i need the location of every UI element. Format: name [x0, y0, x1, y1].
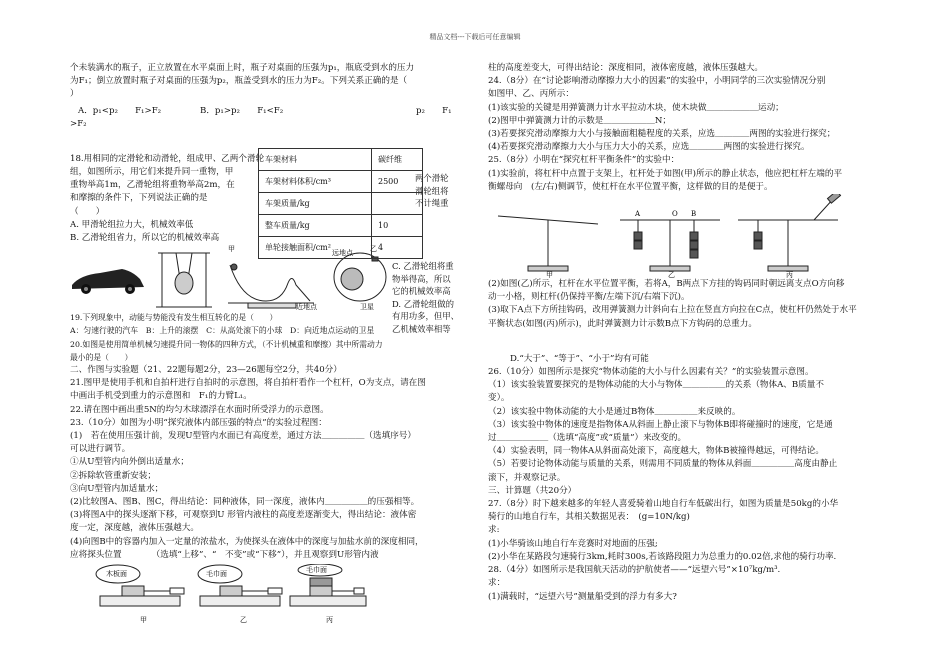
- q18-side-1: 两个滑轮: [415, 173, 449, 183]
- ball-track-icon: [228, 264, 314, 308]
- q23-option-3: ③向U型管内加适量水；: [70, 483, 164, 494]
- q17-line-1: 个未装满水的瓶子，正立放置在水平桌面上时，瓶子对桌面的压强为p₁，瓶底受到水的压力: [70, 63, 415, 73]
- lever-label-o: O: [672, 210, 678, 219]
- q17-option-d: >F₂: [70, 118, 87, 129]
- q20-line-2: 最小的是（ ）: [70, 352, 133, 362]
- table-cell-value: [372, 193, 423, 215]
- q19-line-1: 19.下列现象中，动能与势能没有发生相互转化的是（ ）: [70, 313, 278, 323]
- q23-part-4: (4)向图B中的容器内加入一定量的浓盐水，为使探头在液体中的深度与加盐水前的深度相同，: [70, 536, 424, 547]
- r-line-1: 柱的高度差变大，可得出结论：深度相同，液体密度越，液体压强越大。: [488, 63, 764, 73]
- table-row: [259, 215, 423, 237]
- table-cell-key: 车架质量/kg: [259, 193, 372, 215]
- r3-line-2: 26.（10分）如图所示是探究“物体动能的大小与什么因素有关？”的实验装置示意图。: [488, 367, 814, 378]
- table-cell-value: 10: [372, 215, 423, 237]
- q17-line-2: 为F₁；倒立放置时瓶子对桌面的压强为p₂，瓶盖受到水的压力为F₂。下列关系正确的是（: [70, 76, 408, 87]
- r-line-9: (1)实验前，将杠杆中点置于支架上，杠杆处于如图(甲)所示的静止状态，他应把杠杆左端的平: [488, 168, 843, 179]
- r-line-6: (3)若要探究滑动摩擦力大小与接触面粗糙程度的关系，应选＿＿＿＿两图的实验进行探究；: [488, 129, 836, 140]
- q17-option-a: A．p₁<p₂ F₁>F₂: [78, 105, 162, 116]
- q17-options-row: [70, 105, 475, 118]
- q27-line-2: 骑行的山地自行车，其相关数据见表： (g=10N/kg): [488, 512, 690, 523]
- q18-right-1: C. 乙滑轮组将重: [392, 261, 454, 271]
- yo-yo-wheel-icon: [156, 253, 212, 307]
- q18-right-5: 有用功多，但甲、: [392, 311, 459, 322]
- q18-side-3: 不计绳重: [415, 198, 449, 209]
- label-jia: 甲: [140, 616, 147, 625]
- lever-label-bing: 丙: [786, 271, 793, 279]
- r-line-3: 如图甲、乙、丙所示：: [488, 89, 574, 100]
- q18-line-3: 重物举高1m，乙滑轮组将重物举高2m，在: [70, 180, 235, 191]
- r3-line-4: 变）。: [488, 393, 510, 404]
- table-cell-key: 整车质量/kg: [259, 215, 372, 237]
- q17-option-c: p₂ F₁: [416, 105, 452, 116]
- q28-line-3: (1)满载时，“远望六号”测量船受到的浮力有多大?: [488, 591, 677, 602]
- r2-line-3: (3)取下A点下方所挂钩码，改用弹簧测力计斜向右上拉在竖直方向拉在C点，使杠杆仍然处于水平: [488, 305, 857, 316]
- q27-line-5: (2)小华在某路段匀速骑行3km,耗时300s,若该路段阻力为总重力的0.02倍,求他的骑行功率.: [488, 551, 837, 562]
- table-cell-value: 2500: [372, 171, 423, 193]
- table-row: [259, 193, 423, 215]
- r3-line-3: （1）该实验装置要探究的是物体动能的大小与物体＿＿＿＿＿的关系（物体A、B质量不: [488, 380, 824, 391]
- r-line-10: 衡螺母向 (左/右)侧调节，使杠杆在水平位置平衡，这样做的目的是便于。: [488, 181, 773, 192]
- r-line-8: 25.（8分）小明在“探究杠杆平衡条件”的实验中：: [488, 155, 680, 166]
- table-cell-value: 碳纤维: [372, 149, 423, 171]
- q18-right-options: [392, 260, 459, 336]
- table-cell-value: 4: [372, 237, 423, 259]
- r2-line-2: 动一小格，则杠杆(仍保持平衡/左端下沉/右端下沉)。: [488, 292, 690, 303]
- table-cell-key: 车架材料: [259, 149, 372, 171]
- q18-line-1: 18.用相同的定滑轮和动滑轮，组成甲、乙两个滑轮: [70, 153, 265, 164]
- label-yi: 乙: [240, 616, 247, 625]
- q21-line-1: 21.图甲是使用手机和自拍杆进行自拍时的示意图，将自拍杆看作一个杠杆，O为支点，请在图: [70, 378, 426, 389]
- q21-line-2: 中画出手机受到重力的示意图和 F₁的力臂L₁。: [70, 391, 252, 402]
- table-row: [259, 237, 423, 259]
- lever-figures: [488, 194, 883, 278]
- r-line-4: (1)该实验的关键是用弹簧测力计水平拉动木块，使木块做＿＿＿＿＿＿运动；: [488, 102, 784, 113]
- q22-line: 22.请在图中画出重5N的均匀木球漂浮在水面时所受浮力的示意图。: [70, 404, 329, 415]
- left-column: [70, 62, 475, 624]
- label-bing: 丙: [326, 616, 333, 625]
- table-cell-key: 车架材料体积/cm³: [259, 171, 372, 193]
- section-2-heading: 二、作图与实验题（21、22题每题2分，23—26题每空2分，共40分）: [70, 365, 342, 376]
- r2-line-4: 平衡状态(如图(丙)所示)，此时弹簧测力计示数B点下方钩码的总重力。: [488, 318, 757, 329]
- q23-title: 23.（10分）如图为小明“探究液体内部压强的特点”的实验过程图：: [70, 417, 327, 428]
- q23-part-4b: 应将探头位置 （选填“上移”、“ 不变”或“下移”），并且观察到U形管内液: [70, 549, 379, 560]
- fig-label-near: 近地点: [296, 303, 317, 312]
- q23-part-2: (2)比较图A、图B、图C，得出结论：同种液体，同一深度，液体内＿＿＿＿＿的压强相等。: [70, 497, 420, 508]
- q17-line-3: ）: [70, 89, 79, 100]
- q27-line-4: (1)小华骑该山地自行车竞赛时对地面的压强;: [488, 538, 658, 549]
- r3-line-9: （5）若要讨论物体动能与质量的关系，则需用不同质量的物体从斜面＿＿＿＿＿高度由静止: [488, 459, 838, 470]
- q28-line-2: 求：: [488, 578, 506, 589]
- r3-line-10: 滚下，并观察记录。: [488, 472, 566, 483]
- q20-line-1: 20.如图是使用简单机械匀速提升同一物体的四种方式，（不计机械重和摩擦）其中所需动力: [70, 339, 383, 349]
- r3-line-7: 过＿＿＿＿＿＿（选填“高度”或“质量”）来改变的。: [488, 433, 687, 444]
- right-column: [488, 62, 883, 604]
- r-line-5: (2)图甲中弹簧测力计的示数是＿＿＿＿＿＿N；: [488, 115, 671, 126]
- label-towel-surface-1: 毛巾面: [206, 570, 227, 579]
- fig-label-sat: 卫星: [360, 303, 374, 312]
- q18-side-2: 滑轮组将: [415, 185, 449, 196]
- fig-label-jia: 甲: [228, 245, 235, 254]
- q23-part-3b: 度一定，深度越，液体压强越大。: [70, 523, 199, 534]
- satellite-orbit-icon: [334, 253, 386, 301]
- q23-option-1: ①从U型管内向外倒出适量水；: [70, 457, 189, 468]
- friction-experiment-figures: [70, 564, 370, 624]
- r3-line-5: （2）该实验中物体动能的大小是通过B物体＿＿＿＿＿来反映的。: [488, 406, 741, 417]
- watermark-header: 精品文档---下载后可任意编辑: [429, 33, 521, 41]
- q23-option-2: ②拆除软管重新安装；: [70, 470, 156, 481]
- q23-part-1: (1) 若在使用压强计前，发现U型管内水面已有高度差，通过方法＿＿＿＿＿（选填序号）: [70, 431, 416, 442]
- r2-line-1: (2)如图(乙)所示，杠杆在水平位置平衡，若将A，B两点下方挂的钩码同时朝远离支点O方向移: [488, 279, 845, 290]
- bike-data-table: [258, 148, 423, 259]
- fig-label-yi: 乙: [370, 245, 377, 254]
- q18-line-2: 组，如图所示，用它们来提升同一重物，甲: [70, 167, 234, 178]
- lever-label-jia: 甲: [546, 271, 553, 279]
- q19-options: A：匀速行驶的汽车 B：上升的滚摆 C：从高处滚下的小球 D：向近地点运动的卫星: [70, 326, 375, 336]
- lever-label-b: B: [691, 210, 697, 219]
- q23-part-3: (3)将图A中的探头逐渐下移，可观察到U 形管内液柱的高度差逐渐变大，得出结论：液体密: [70, 510, 417, 521]
- lever-label-yi: 乙: [668, 271, 675, 279]
- q18-right-3: 它的机械效率高: [392, 286, 451, 297]
- r3-line-1: D.“大于”、“等于”、“小于”均有可能: [510, 353, 649, 364]
- q18-right-2: 物举得高，所以: [392, 273, 451, 284]
- q18-line-4: 和摩擦的条件下，下列说法正确的是: [70, 193, 208, 204]
- r-line-7: (4)若要探究滑动摩擦力大小与压力大小的关系，应选＿＿＿＿两图的实验进行探究。: [488, 142, 810, 153]
- r-line-2: 24.（8分）在“讨论影响滑动摩擦力大小的因素”的实验中，小明同学的三次实验情况分别: [488, 76, 826, 87]
- q28-line-1: 28.（4分）如图所示是我国航天活动的护航使者——“远望六号”×10⁷kg/m³.: [488, 565, 781, 576]
- lever-label-a: A: [635, 210, 641, 219]
- r3-line-8: （4）实验表明，同一物体A从斜面高处滚下，高度越大，物体B被撞得越远，可得结论。: [488, 446, 824, 457]
- table-cell-key: 单轮接触面积/cm²: [259, 237, 372, 259]
- car-icon: [72, 269, 144, 294]
- q18-right-6: 乙机械效率相等: [392, 323, 451, 334]
- q23-part-1b: 可以进行调节。: [70, 444, 131, 455]
- q18-option-b: B. 乙滑轮组省力，所以它的机械效率高: [70, 233, 220, 244]
- q18-right-4: D. 乙滑轮组做的: [392, 298, 454, 309]
- q18-option-a: A. 甲滑轮组拉力大，机械效率低: [70, 219, 194, 230]
- table-row: [259, 149, 423, 171]
- q18-line-5: （ ）: [70, 206, 105, 217]
- table-row: [259, 171, 423, 193]
- q17-option-b: B．p₁>p₂ F₁<F₂: [200, 105, 284, 116]
- q27-line-3: 求:: [488, 525, 500, 536]
- label-wood-surface: 木板面: [106, 570, 127, 579]
- section-3-heading: 三、计算题（共20分）: [488, 485, 577, 496]
- q27-line-1: 27.（8分）时下越来越多的年轻人喜爱骑着山地自行车低碳出行，如图为质量是50kg的小华: [488, 499, 839, 510]
- r3-line-6: （3）该实验中物体的速度是指物体A从斜面上静止滚下与物体B即将碰撞时的速度，它是通: [488, 419, 833, 430]
- label-towel-surface-2: 毛巾面: [306, 566, 327, 575]
- fig-label-far: 远地点: [332, 249, 353, 258]
